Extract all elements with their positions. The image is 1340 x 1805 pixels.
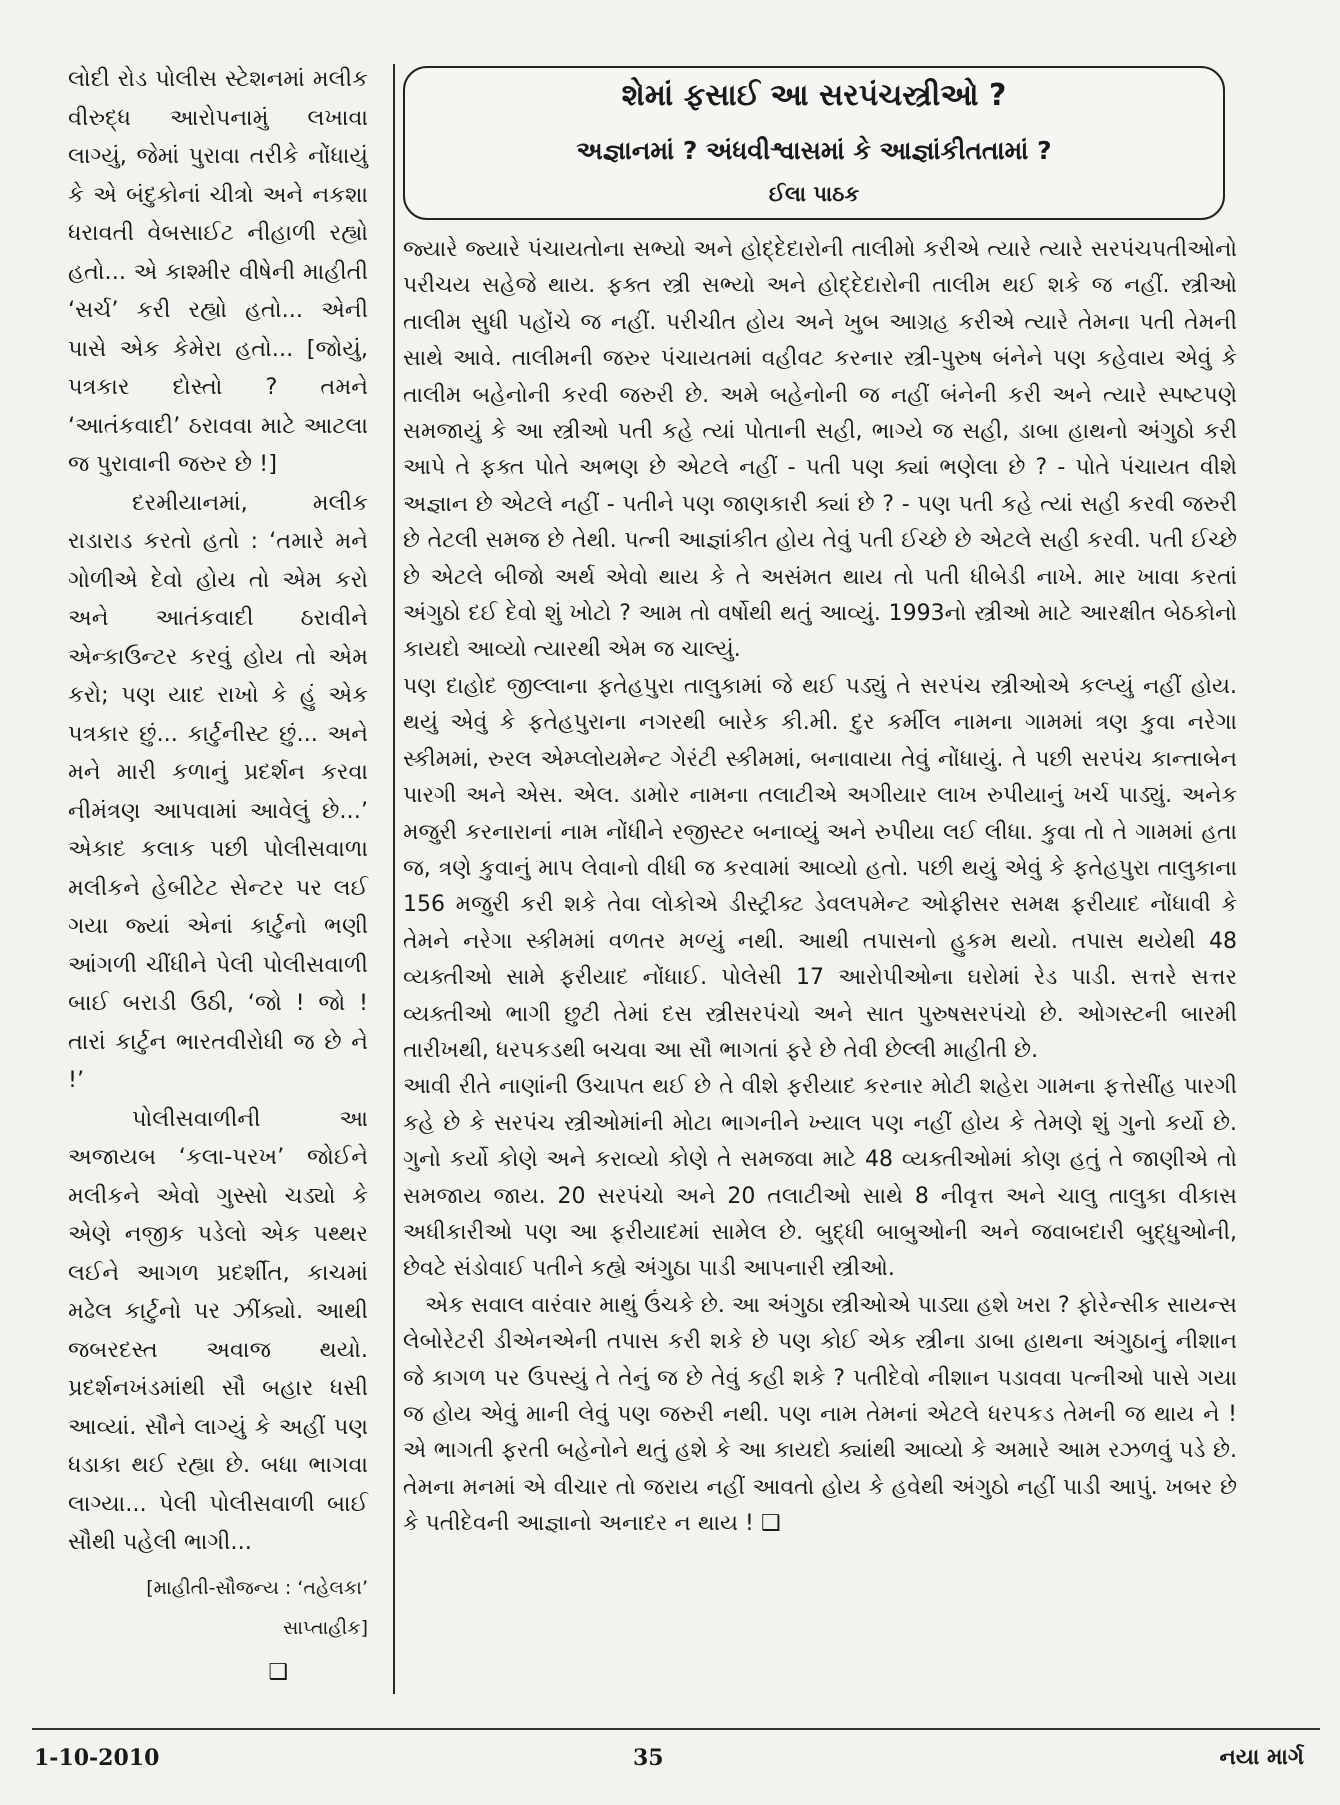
right-column <box>403 232 1237 1543</box>
page-number: 35 <box>633 1745 664 1771</box>
left-paragraph-1: લોદી રોડ પોલીસ સ્ટેશનમાં મલીક વીરુદ્ધ આરોપનામું લખાવા લાગ્યું, જેમાં પુરાવા તરીકે નોંધાયું કે એ બંદુકોનાં ચીત્રો અને નકશા ધરાવતી વેબસાઈટ નીહાળી રહ્યો હતો... એ કાશ્મીર વીષેની માહીતી ‘સર્ચ’ કરી રહ્યો હતો... એની પાસે એક કેમેરા હતો... [જોયું, પત્રકાર દોસ્તો ? તમને ‘આતંકવાદી’ ઠરાવવા માટે આટલા જ પુરાવાની જરુર છે !] <box>68 66 368 477</box>
column-divider <box>393 64 395 1694</box>
right-paragraph-2: પણ દાહોદ જીલ્લાના ફતેહપુરા તાલુકામાં જે થઈ પડ્યું તે સરપંચ સ્ત્રીઓએ કલ્પ્યું નહીં હોય. થયું એવું કે ફતેહપુરાના નગરથી બારેક કી.મી. દુર કર્મીલ નામના ગામમાં ત્રણ કુવા નરેગા સ્કીમમાં, રુરલ એમ્પ્લોયમેન્ટ ગેરંટી સ્કીમમાં, બનાવાયા તેવું નોંધાયું. તે પછી સરપંચ કાન્તાબેન પારગી અને એસ. એલ. ડામોર નામના તલાટીએ અગીયાર લાખ રુપીયાનું ખર્ચ પાડ્યું. અનેક મજુરી કરનારાનાં નામ નોંધીને રજીસ્ટર બનાવ્યું અને રુપીયા લઈ લીધા. કુવા તો તે ગામમાં હતા જ, ત્રણે કુવાનું માપ લેવાનો વીધી જ કરવામાં આવ્યો હતો. પછી થયું એવું કે ફતેહપુરા તાલુકાના 156 મજુરી કરી શકે તેવા લોકોએ ડીસ્ટ્રીક્ટ ડેવલપમેન્ટ ઓફીસર સમક્ષ ફરીયાદ નોંધાવી કે તેમને નરેગા સ્કીમમાં વળતર મળ્યું નથી. આથી તપાસનો હુકમ થયો. તપાસ થયેથી 48 વ્યક્તીઓ સામે ફરીયાદ નોંધાઈ. પોલેસી 17 આરોપીઓના ઘરોમાં રેડ પાડી. સત્તરે સત્તર વ્યક્તીઓ ભાગી છુટી તેમાં દસ સ્ત્રીસરપંચો અને સાત પુરુષસરપંચો છે. ઓગસ્ટની બારમી તારીખથી, ધરપકડથી બચવા આ સૌ ભાગતાં ફરે છે તેવી છેલ્લી માહીતી છે. <box>403 673 1237 1063</box>
article-author: ઈલા પાઠક <box>768 182 860 206</box>
article-title-box <box>403 66 1225 220</box>
article-title: શેમાં ફસાઈ આ સરપંચસ્ત્રીઓ ? <box>621 78 1007 113</box>
article-subtitle: અજ્ઞાનમાં ? અંધવીશ્વાસમાં કે આજ્ઞાંકીતતામાં ? <box>576 136 1052 165</box>
end-mark-icon: ❑ <box>268 1659 288 1685</box>
left-paragraph-3: પોલીસવાળીની આ અજાયબ ‘કલા-પરખ’ જોઈને મલીકને એવો ગુસ્સો ચડ્યો કે એણે નજીક પડેલો એક પથ્થર લઈને આગળ પ્રદર્શીત, કાચમાં મઢેલ કાર્ટુનો પર ઝીંક્યો. આથી જબરદસ્ત અવાજ થયો. પ્રદર્શનખંડમાંથી સૌ બહાર ધસી આવ્યાં. સૌને લાગ્યું કે અહીં પણ ધડાકા થઈ રહ્યા છે. બધા ભાગવા લાગ્યા... પેલી પોલીસવાળી બાઈ સૌથી પહેલી ભાગી... <box>68 1105 368 1555</box>
magazine-name: નયા માર્ગ <box>1219 1745 1304 1770</box>
footer-date: 1-10-2010 <box>34 1745 160 1771</box>
left-paragraph-2: દરમીયાનમાં, મલીક રાડારાડ કરતો હતો : ‘તમારે મને ગોળીએ દેવો હોય તો એમ કરો અને આતંકવાદી ઠરાવીને એન્કાઉન્ટર કરવું હોય તો એમ કરો; પણ યાદ રાખો કે હું એક પત્રકાર છું... કાર્ટુનીસ્ટ છું... અને મને મારી કળાનું પ્રદર્શન કરવા નીમંત્રણ આપવામાં આવેલું છે...’ એકાદ કલાક પછી પોલીસવાળા મલીકને હેબીટેટ સેન્ટર પર લઈ ગયા જ્યાં એનાં કાર્ટુનો ભણી આંગળી ચીંધીને પેલી પોલીસવાળી બાઈ બરાડી ઉઠી, ‘જો ! જો ! તારાં કાર્ટુન ભારતવીરોધી જ છે ને !’ <box>68 489 368 1093</box>
right-paragraph-4: એક સવાલ વારંવાર માથું ઉંચકે છે. આ અંગુઠા સ્ત્રીઓએ પાડ્યા હશે ખરા ? ફોરેન્સીક સાયન્સ લેબોરેટરી ડીએનએની તપાસ કરી શકે છે પણ કોઈ એક સ્ત્રીના ડાબા હાથના અંગુઠાનું નીશાન જે કાગળ પર ઉપસ્યું તે તેનું જ છે તેવું કહી શકે ? પતીદેવો નીશાન પડાવવા પત્નીઓ પાસે ગયા જ હોય એવું માની લેવું પણ જરુરી નથી. પણ નામ તેમનાં એટલે ધરપકડ તેમની જ થાય ને ! એ ભાગતી ફરતી બહેનોને થતું હશે કે આ કાયદો ક્યાંથી આવ્યો કે અમારે આમ રઝળવું પડે છે. તેમના મનમાં એ વીચાર તો જરાય નહીં આવતો હોય કે હવેથી અંગુઠો નહીં પાડી આપું. ખબર છે કે પતીદેવની આજ્ઞાનો અનાદર ન થાય ! ❑ <box>403 1292 1237 1537</box>
footer-divider <box>32 1728 1320 1730</box>
right-paragraph-1: જ્યારે જ્યારે પંચાયતોના સભ્યો અને હોદ્દેદારોની તાલીમો કરીએ ત્યારે ત્યારે સરપંચપતીઓનો પરીચય સહેજે થાય. ફક્ત સ્ત્રી સભ્યો અને હોદ્દેદારોની તાલીમ થઈ શકે જ નહીં. સ્ત્રીઓ તાલીમ સુધી પહોંચે જ નહીં. પરીચીત હોય અને ખુબ આગ્રહ કરીએ ત્યારે તેમના પતી તેમની સાથે આવે. તાલીમની જરુર પંચાયતમાં વહીવટ કરનાર સ્ત્રી-પુરુષ બંનેને પણ કહેવાય એવું કે તાલીમ બહેનોની કરવી જરુરી છે. અમે બહેનોની જ નહીં બંનેની કરી અને ત્યારે સ્પષ્ટપણે સમજાયું કે આ સ્ત્રીઓ પતી કહે ત્યાં પોતાની સહી, ભાગ્યે જ સહી, ડાબા હાથનો અંગુઠો કરી આપે તે ફક્ત પોતે અભણ છે એટલે નહીં - પતી પણ ક્યાં ભણેલા છે ? - પોતે પંચાયત વીશે અજ્ઞાન છે એટલે નહીં - પતીને પણ જાણકારી ક્યાં છે ? - પણ પતી કહે ત્યાં સહી કરવી જરુરી છે તેટલી સમજ છે તેથી. પત્ની આજ્ઞાંકીત હોય તેવું પતી ઈચ્છે છે એટલે સહી કરવી. પતી ઈચ્છે છે એટલે બીજો અર્થ એવો થાય કે તે અસંમત થાય તો પતી ધીબેડી નાખે. માર ખાવા કરતાં અંગુઠો દઈ દેવો શું ખોટો ? આમ તો વર્ષોથી થતું આવ્યું. 1993નો સ્ત્રીઓ માટે આરક્ષીત બેઠકોનો કાયદો આવ્યો ત્યારથી એમ જ ચાલ્યું. <box>403 237 1237 663</box>
source-credit: [માહીતી-સૌજન્ય : ‘તહેલકા’ સાપ્તાહીક] <box>146 1576 368 1639</box>
left-column <box>68 60 368 1692</box>
right-paragraph-3: આવી રીતે નાણાંની ઉચાપત થઈ છે તે વીશે ફરીયાદ કરનાર મોટી શહેરા ગામના ફત્તેસીંહ પારગી કહે છે કે સરપંચ સ્ત્રીઓમાંની મોટા ભાગનીને ખ્યાલ પણ નહીં હોય કે તેમણે શું ગુનો કર્યો છે. ગુનો કર્યો કોણે અને કરાવ્યો કોણે તે સમજવા માટે 48 વ્યક્તીઓમાં કોણ હતું તે જાણીએ તો સમજાય જાય. 20 સરપંચો અને 20 તલાટીઓ સાથે 8 નીવૃત્ત અને ચાલુ તાલુકા વીકાસ અધીકારીઓ પણ આ ફરીયાદમાં સામેલ છે. બુદ્ધી બાબુઓની અને જવાબદારી બુદ્ધુઓની, છેવટે સંડોવાઈ પતીને કહ્યે અંગુઠા પાડી આપનારી સ્ત્રીઓ. <box>403 1074 1237 1282</box>
